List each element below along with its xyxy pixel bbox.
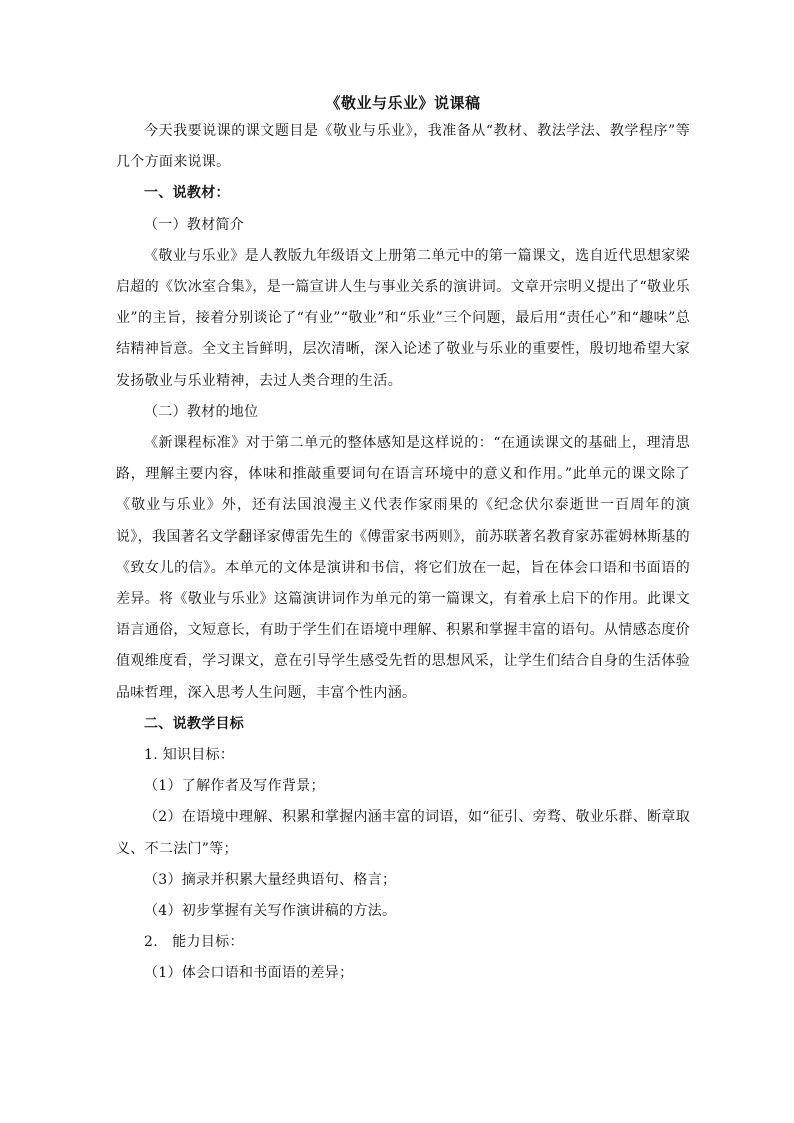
paragraph: 今天我要说课的课文题目是《敬业与乐业》，我准备从“教材、教法学法、教学程序”等几个方面来说课。 [116, 123, 690, 171]
paragraph: （3）摘录并积累大量经典语句、格言； [144, 871, 397, 888]
document-title: 《敬业与乐业》说课稿 [325, 94, 481, 112]
document-page [116, 92, 690, 990]
paragraph: （1）了解作者及写作背景； [144, 778, 325, 795]
document-body [116, 116, 690, 990]
paragraph: （二）教材的地位 [144, 403, 259, 420]
section-heading: 一、说教材： [144, 185, 230, 202]
paragraph: 1. 知识目标： [144, 747, 235, 764]
paragraph: （4）初步掌握有关写作演讲稿的方法。 [144, 903, 397, 920]
paragraph: （一）教材简介 [144, 216, 245, 233]
section-heading: 二、说教学目标 [144, 715, 245, 732]
paragraph: 2. 能力目标： [144, 934, 244, 951]
paragraph: 《敬业与乐业》是人教版九年级语文上册第二单元中的第一篇课文，选自近代思想家梁启超的《饮冰室合集》，是一篇宣讲人生与事业关系的演讲词。文章开宗明义提出了“敬业乐业”的主旨，接着分别谈论了“有业”“敬业”和“乐业”三个问题，最后用“责任心”和“趣味”总结精神旨意。全文主旨鲜明，层次清晰，深入论述了敬业与乐业的重要性，殷切地希望大家发扬敬业与乐业精神，去过人类合理的生活。 [116, 247, 690, 389]
paragraph: （2）在语境中理解、积累和掌握内涵丰富的词语，如“征引、旁骛、敬业乐群、断章取义、不二法门”等； [116, 809, 690, 857]
paragraph: 《新课程标准》对于第二单元的整体感知是这样说的：“在通读课文的基础上，理清思路，理解主要内容，体味和推敲重要词句在语言环境中的意义和作用。”此单元的课文除了《敬业与乐业》外，还有法国浪漫主义代表作家雨果的《纪念伏尔泰逝世一百周年的演说》，我国著名文学翻译家傅雷先生的《傅雷家书两则》，前苏联著名教育家苏霍姆林斯基的《致女儿的信》。本单元的文体是演讲和书信，将它们放在一起，旨在体会口语和书面语的差异。将《敬业与乐业》这篇演讲词作为单元的第一篇课文，有着承上启下的作用。此课文语言通俗，文短意长，有助于学生们在语境中理解、积累和掌握丰富的语句。从情感态度价值观维度看，学习课文，意在引导学生感受先哲的思想风采，让学生们结合自身的生活体验品味哲理，深入思考人生问题，丰富个性内涵。 [116, 435, 690, 701]
paragraph: （1）体会口语和书面语的差异； [144, 965, 354, 982]
